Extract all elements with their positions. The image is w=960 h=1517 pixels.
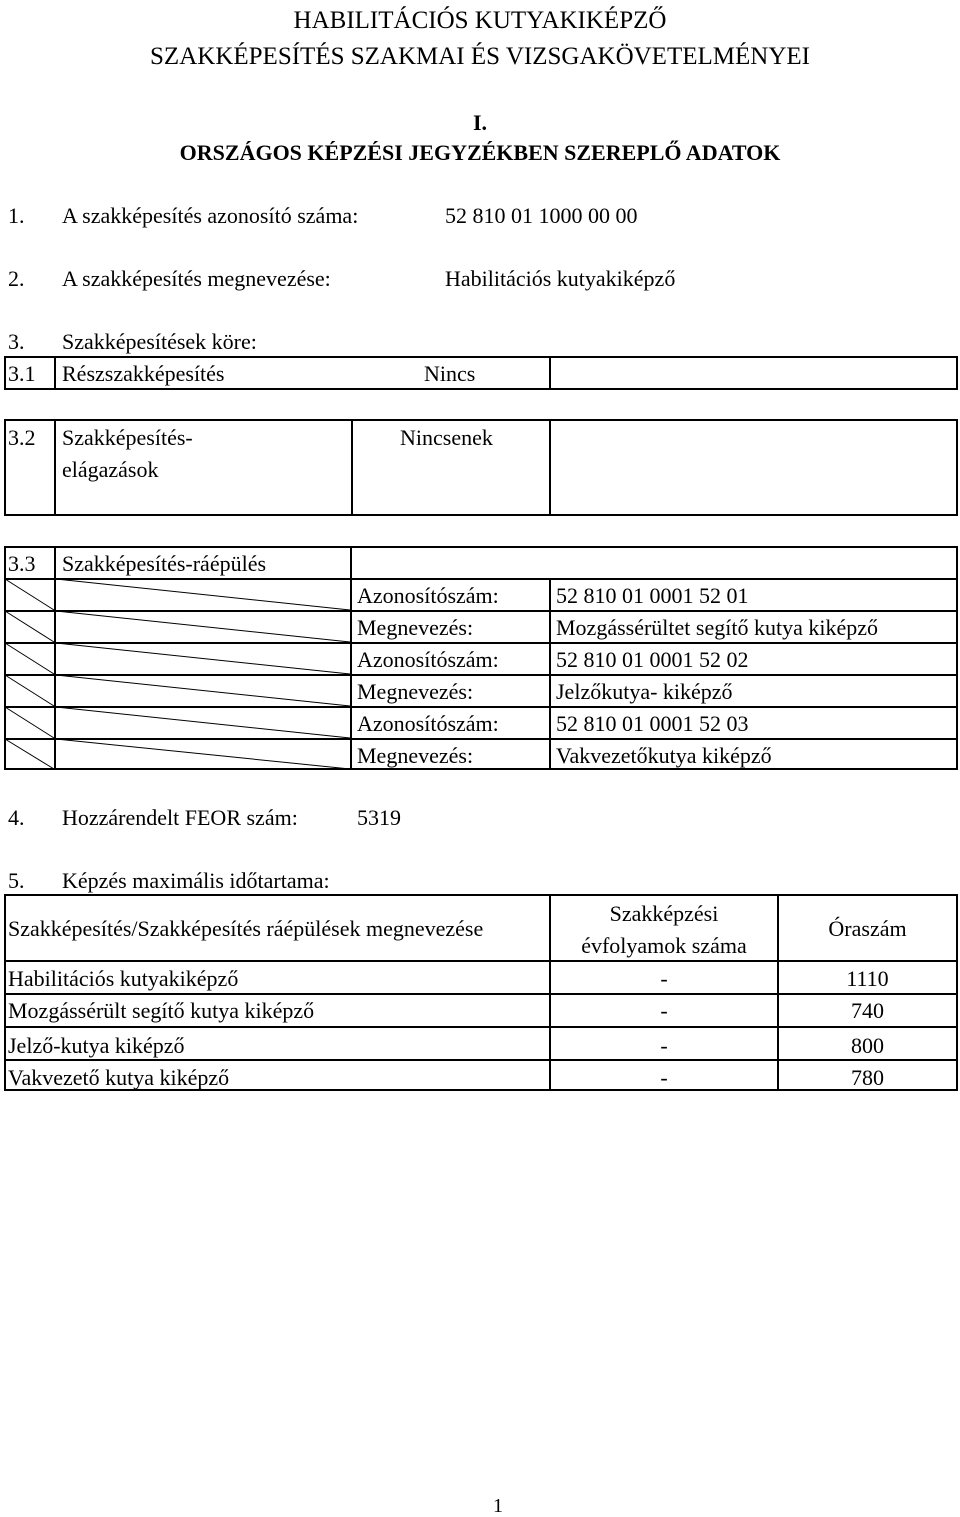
row-key: Azonosítószám: — [357, 711, 499, 736]
item-3-1-label: Részszakképesítés — [62, 361, 225, 386]
strike-line — [5, 643, 54, 674]
strike-line — [56, 643, 350, 674]
strike-line — [56, 579, 350, 610]
table-row-grades: - — [660, 998, 668, 1023]
table-row-grades: - — [660, 1033, 668, 1058]
item-2-label: A szakképesítés megnevezése: — [62, 266, 331, 291]
item-3-label: Szakképesítések köre: — [62, 329, 257, 354]
section-number: I. — [472, 110, 488, 135]
table-row-hours: 740 — [851, 998, 884, 1023]
strike-line — [56, 707, 350, 738]
item-3-2-number: 3.2 — [8, 425, 36, 450]
row-key: Azonosítószám: — [357, 647, 499, 672]
strike-line — [5, 739, 54, 769]
table-row-hours: 1110 — [846, 966, 889, 991]
strike-line — [56, 739, 350, 769]
row-key: Azonosítószám: — [357, 583, 499, 608]
table-row-name: Habilitációs kutyakiképző — [8, 966, 239, 991]
table-row-hours: 780 — [851, 1065, 884, 1090]
table-header-grades-line-2: évfolyamok száma — [581, 933, 747, 958]
table-row-grades: - — [660, 966, 668, 991]
item-4-label: Hozzárendelt FEOR szám: — [62, 805, 298, 830]
table-row-grades: - — [660, 1065, 668, 1090]
table-header-hours: Óraszám — [828, 916, 907, 941]
row-value: Mozgássérültet segítő kutya kiképző — [556, 615, 878, 640]
row-divider — [4, 993, 958, 995]
item-3-2-value: Nincsenek — [400, 425, 493, 450]
table-row-name: Jelző-kutya kiképző — [8, 1033, 185, 1058]
item-3-3-number: 3.3 — [8, 551, 36, 576]
item-1-number: 1. — [8, 203, 25, 228]
item-4-number: 4. — [8, 805, 25, 830]
row-value: 52 810 01 0001 52 03 — [556, 711, 749, 736]
item-2-number: 2. — [8, 266, 25, 291]
item-3-1-number: 3.1 — [8, 361, 36, 386]
page-number: 1 — [493, 1495, 503, 1517]
table-row-name: Mozgássérült segítő kutya kiképző — [8, 998, 315, 1023]
table-header-name: Szakképesítés/Szakképesítés ráépülések megnevezése — [8, 916, 484, 941]
row-value: Jelzőkutya- kiképző — [556, 679, 733, 704]
item-3-3-label: Szakképesítés-ráépülés — [62, 551, 267, 576]
item-3-number: 3. — [8, 329, 25, 354]
strike-line — [5, 675, 54, 706]
item-3-2-label-line-2: elágazások — [62, 457, 159, 482]
row-key: Megnevezés: — [357, 679, 474, 704]
row-value: 52 810 01 0001 52 01 — [556, 583, 749, 608]
row-key: Megnevezés: — [357, 615, 474, 640]
row-divider — [4, 960, 958, 962]
row-value: Vakvezetőkutya kiképző — [556, 743, 772, 768]
title-line-2: SZAKKÉPESÍTÉS SZAKMAI ÉS VIZSGAKÖVETELMÉNYEI — [150, 43, 810, 70]
item-4-value: 5319 — [357, 805, 401, 830]
strike-line — [56, 611, 350, 642]
title-line-1: HABILITÁCIÓS KUTYAKIKÉPZŐ — [293, 7, 667, 34]
item-5-label: Képzés maximális időtartama: — [62, 868, 330, 893]
item-1-value: 52 810 01 1000 00 00 — [445, 203, 638, 228]
item-2-value: Habilitációs kutyakiképző — [445, 266, 676, 291]
row-value: 52 810 01 0001 52 02 — [556, 647, 749, 672]
item-3-1-value: Nincs — [424, 361, 476, 386]
item-3-2-label-line-1: Szakképesítés- — [62, 425, 193, 450]
strike-line — [5, 579, 54, 610]
table-header-grades-line-1: Szakképzési — [609, 901, 719, 926]
strike-line — [56, 675, 350, 706]
table-row-name: Vakvezető kutya kiképző — [8, 1065, 230, 1090]
table-row-hours: 800 — [851, 1033, 884, 1058]
strike-line — [5, 707, 54, 738]
item-5-number: 5. — [8, 868, 25, 893]
section-title: ORSZÁGOS KÉPZÉSI JEGYZÉKBEN SZEREPLŐ ADATOK — [179, 140, 781, 165]
row-divider — [4, 1059, 958, 1061]
row-key: Megnevezés: — [357, 743, 474, 768]
strike-line — [5, 611, 54, 642]
row-divider — [4, 1026, 958, 1028]
item-1-label: A szakképesítés azonosító száma: — [62, 203, 359, 228]
